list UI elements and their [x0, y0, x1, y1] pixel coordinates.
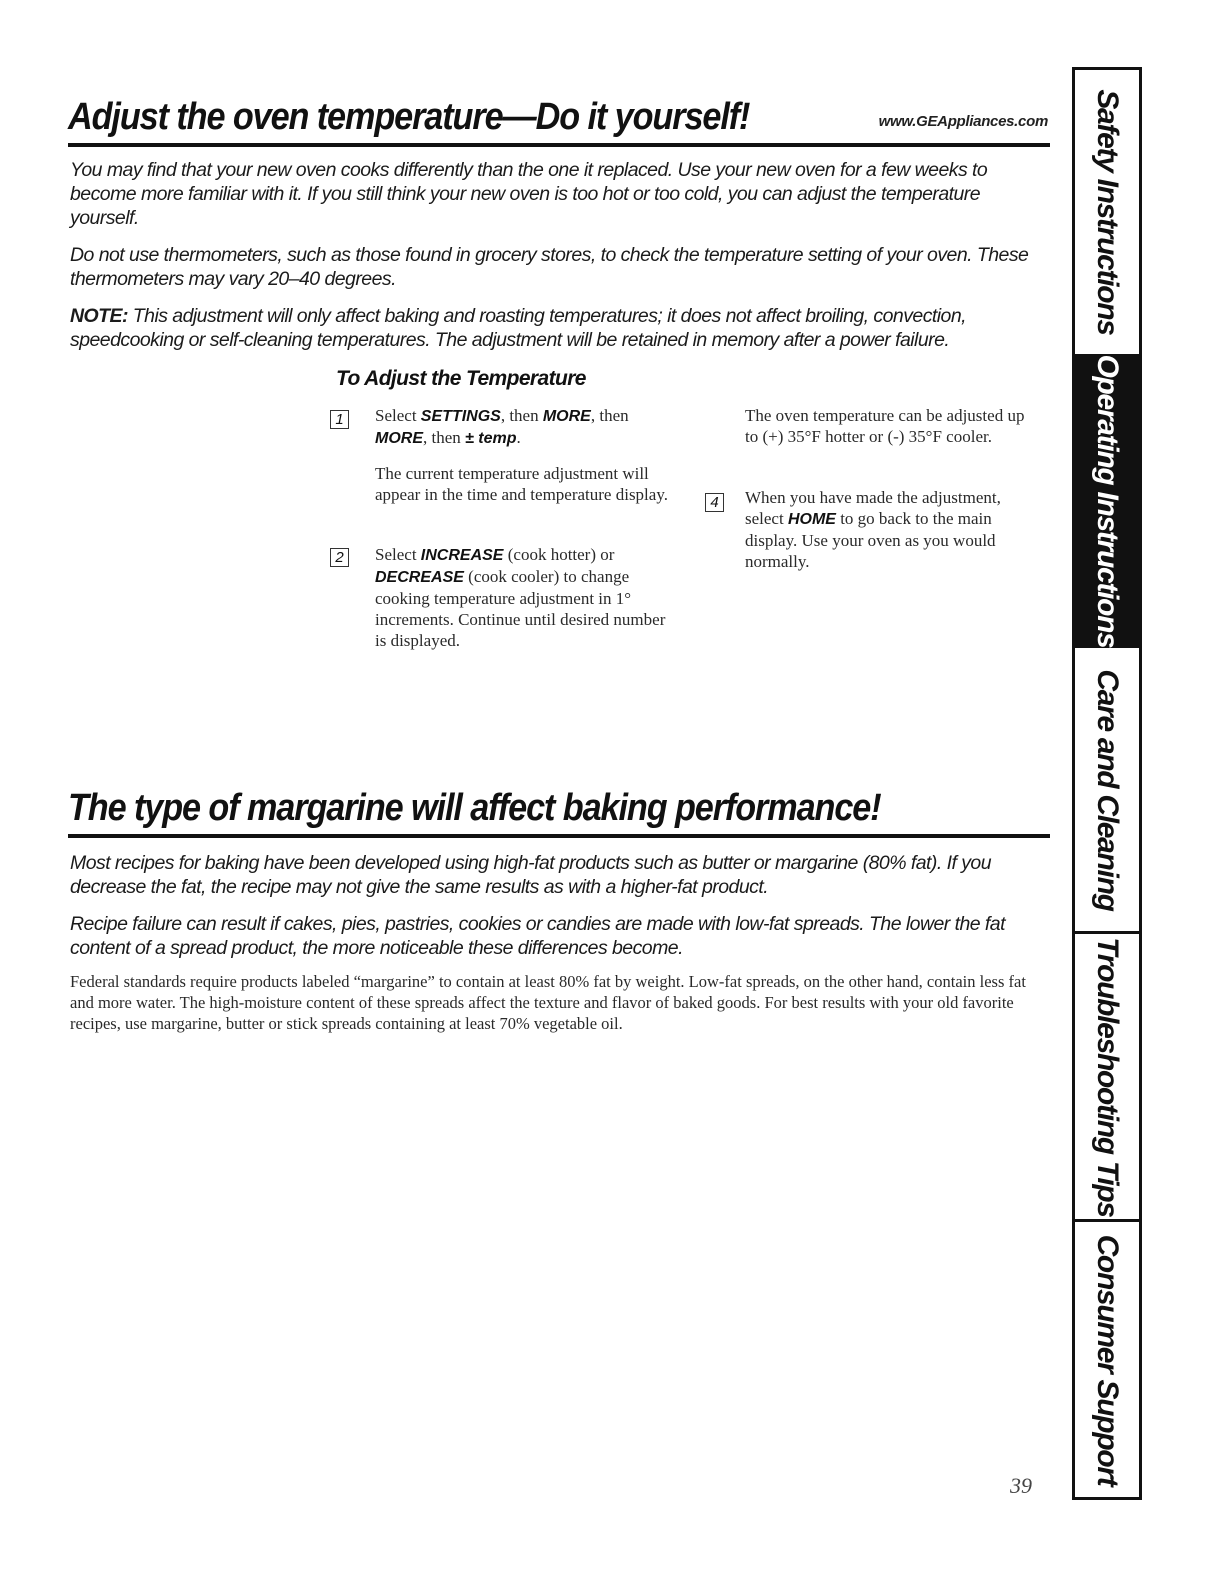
note-text: This adjustment will only affect baking and roasting temperatures; it does not affect broiling, convection, speedcooking or self-cleaning temperatures. The adjustment will be retained in memory after a power failure. [70, 305, 966, 351]
intro-paragraph-1: You may find that your new oven cooks differently than the one it replaced. Use your new oven for a few weeks to become more familiar with it. If you still think your new oven is too hot or too cold, you can adjust the temperature yourself. [70, 159, 988, 229]
tab-label: Care and Cleaning [1091, 668, 1124, 911]
tab-care-and-cleaning[interactable] [1075, 648, 1139, 934]
tab-safety-instructions[interactable] [1075, 70, 1139, 357]
note-paragraph [70, 304, 1030, 352]
tab-troubleshooting-tips[interactable] [1075, 934, 1139, 1222]
tab-operating-instructions[interactable] [1075, 354, 1139, 648]
step-2: Select INCREASE (cook hotter) or DECREASE (cook cooler) to change cooking temperature adjustment in 1° increments. Continue until desired number is displayed. [375, 545, 666, 650]
margarine-paragraph-3: Federal standards require products labeled “margarine” to contain at least 80% fat by weight. Low-fat spreads, on the other hand, contain less fat and more water. The high-moisture content of these spreads affect the texture and flavor of baked goods. For best results with your old favorite recipes, use margarine, butter or stick spreads containing at least 70% vegetable oil. [70, 972, 1026, 1033]
step-number-2: 2 [330, 548, 349, 567]
website-url[interactable]: www.GEAppliances.com [878, 113, 1048, 130]
tab-label: Consumer Support [1091, 1234, 1124, 1485]
tab-label: Operating Instructions [1091, 354, 1124, 648]
intro-paragraph-2: Do not use thermometers, such as those found in grocery stores, to check the temperature setting of your oven. These thermometers may vary 20–40 degrees. [70, 244, 1029, 290]
margarine-paragraph-2: Recipe failure can result if cakes, pies, pastries, cookies or candies are made with low-fat spreads. The lower the fat content of a spread product, the more noticeable these differences become. [70, 913, 1005, 959]
step-number-1: 1 [330, 410, 349, 429]
margarine-rule [68, 834, 1050, 838]
page-title: Adjust the oven temperature—Do it yourself! [68, 96, 750, 138]
adjust-heading: To Adjust the Temperature [336, 367, 586, 390]
tab-label: Safety Instructions [1091, 89, 1124, 335]
note-label: NOTE: [70, 305, 128, 327]
step-number-4: 4 [705, 493, 724, 512]
page-number: 39 [1010, 1473, 1032, 1498]
tab-label: Troubleshooting Tips [1091, 936, 1124, 1217]
margarine-paragraph-1: Most recipes for baking have been developed using high-fat products such as butter or margarine (80% fat). If you decrease the fat, the recipe may not give the same results as with a higher-fat product. [70, 852, 991, 898]
step-3: The oven temperature can be adjusted up to (+) 35°F hotter or (-) 35°F cooler. [745, 406, 1025, 446]
section-tab-bar [1072, 67, 1142, 1500]
margarine-title: The type of margarine will affect baking performance! [68, 787, 881, 829]
step-4: When you have made the adjustment, select HOME to go back to the main display. Use your oven as you would normally. [745, 488, 1001, 571]
title-rule [68, 143, 1050, 147]
step-1: Select SETTINGS, then MORE, then MORE, then ± temp. [375, 406, 629, 447]
tab-consumer-support[interactable] [1075, 1222, 1139, 1497]
step-1-detail: The current temperature adjustment will appear in the time and temperature display. [375, 464, 668, 504]
